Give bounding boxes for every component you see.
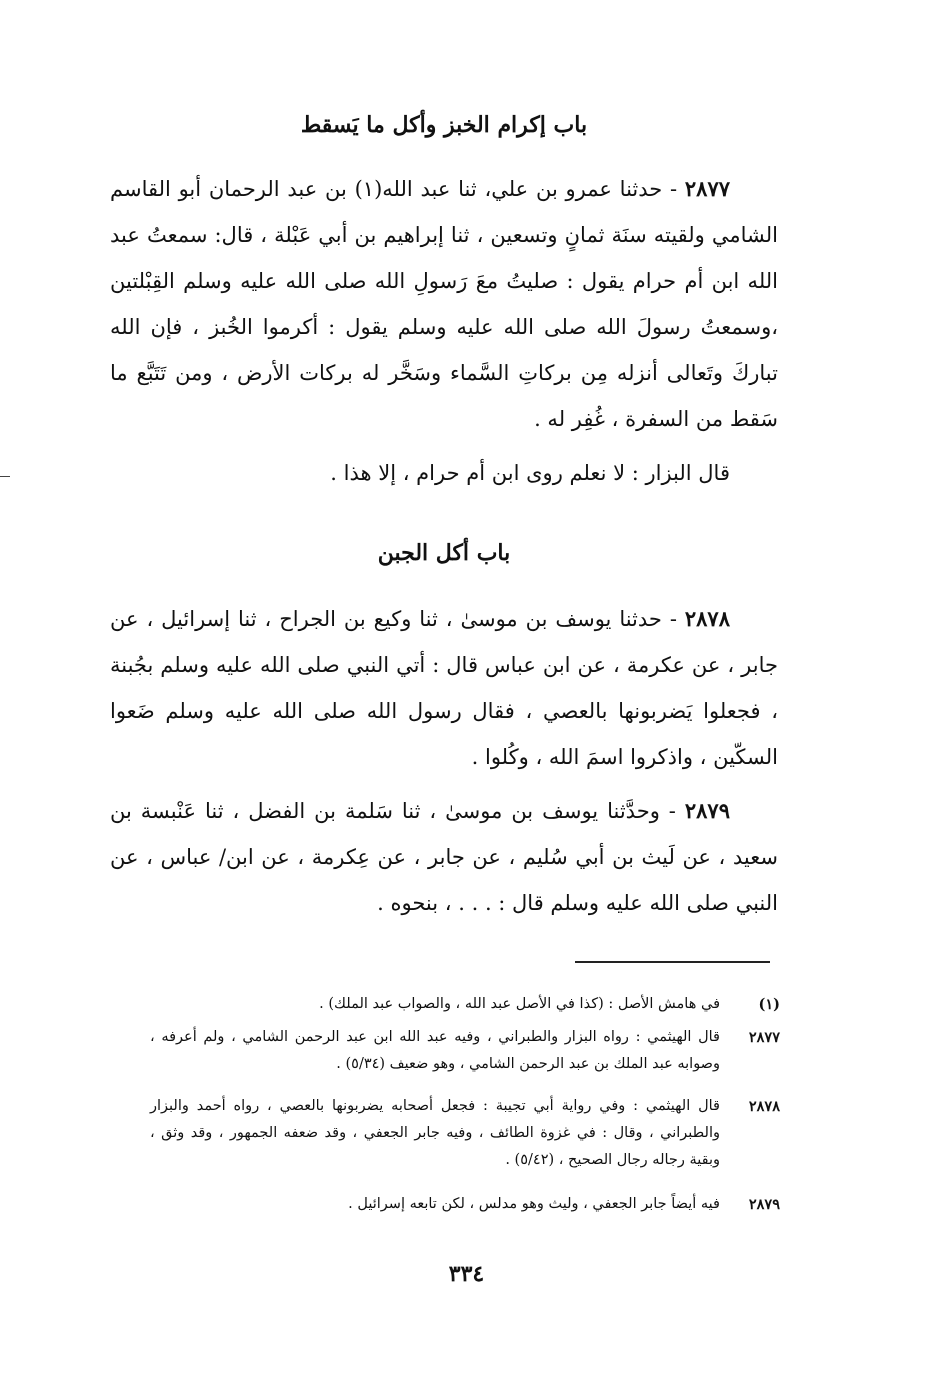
footnote-text: قال الهيثمي : وفي رواية أبي تجيبة : فجعل أصحابه يضربونها بالعصي ، رواه أحمد والبزار والطبراني ، وقال : في غزوة الطائف ، وفيه جابر الجعفي ، وقد ضعفه الجمهور ، وقد وثق ، وبقية رجاله رجال الصحيح ، (٥/٤٢) . (150, 1098, 720, 1168)
footnote-text: قال الهيثمي : رواه البزار والطبراني ، وفيه عبد الله ابن عبد الرحمن الشامي ، ولم أعرفه ، وصوابه عبد الملك بن عبد الرحمن الشامي ، وهو ضعيف (٥/٣٤) . (150, 1029, 720, 1072)
hadith-number: ٢٨٧٧ (684, 176, 731, 201)
page-number: ٣٣٤ (448, 1261, 485, 1287)
hadith-text: - حدثنا يوسف بن موسىٰ ، ثنا وكيع بن الجراح ، ثنا إسرائيل ، عن جابر ، عن عكرمة ، عن ابن عباس قال : أتي النبي صلى الله عليه وسلم بجُبنة ، فجعلوا يَضربونها بالعصي ، فقال رسول الله صلى الله عليه وسلم ضَعوا السكّين ، واذكروا اسمَ الله ، وكُلوا . (110, 607, 778, 769)
hadith-2877 (110, 166, 778, 442)
section-title-bread: باب إكرام الخبز وأكل ما يَسقط (300, 112, 588, 138)
hadith-text: - حدثنا عمرو بن علي، ثنا عبد الله(١) بن عبد الرحمان أبو القاسم الشامي ولقيته سنَة ثمانٍ وتسعين ، ثنا إبراهيم بن أبي عَبْلة ، قال: سمعتُ عبد الله ابن أم حرام يقول : صليتُ معَ رَسولِ الله صلى الله عليه وسلم القِبْلتين ،وسمعتُ رسولَ الله صلى الله عليه وسلم يقول : أكرموا الخُبز ، فإن الله تباركَ وتَعالى أنزله مِن بركاتِ السَّماء وسَخَّر له بركات الأرض ، ومن تَتَبَّع ما سَقط من السفرة ، غُفِر له . (110, 177, 778, 431)
scan-margin-mark (0, 476, 10, 477)
footnote-2879 (150, 1191, 780, 1218)
footnote-label: ٢٨٧٨ (748, 1098, 780, 1115)
footnote-2877 (150, 1024, 780, 1078)
footnote-label: (١) (758, 996, 780, 1013)
hadith-text: - وحدَّثنا يوسف بن موسىٰ ، ثنا سَلمة بن الفضل ، ثنا عَنْبسة بن سعيد ، عن لَيث بن أبي سُليم ، عن جابر ، عن عِكرمة ، عن ابن/ عباس ، عن النبي صلى الله عليه وسلم قال : . . . ، بنحوه . (110, 799, 778, 915)
footnote-label: ٢٨٧٧ (748, 1029, 780, 1046)
footnote-text: في هامش الأصل : (كذا في الأصل عبد الله ، والصواب عبد الملك) . (319, 996, 720, 1012)
footnote-label: ٢٨٧٩ (748, 1196, 780, 1213)
footnote-separator (575, 961, 770, 963)
footnote-1 (150, 991, 780, 1018)
footnote-2878 (150, 1093, 780, 1174)
hadith-number: ٢٨٧٩ (684, 798, 730, 823)
hadith-2878 (110, 596, 778, 780)
section-title-cheese: باب أكل الجبن (377, 540, 511, 566)
hadith-2879 (110, 788, 778, 926)
footnote-text: فيه أيضاً جابر الجعفي ، وليث وهو مدلس ، لكن تابعه إسرائيل . (348, 1196, 720, 1212)
bazzar-note: قال البزار : لا نعلم روى ابن أم حرام ، إلا هذا . (330, 461, 730, 485)
hadith-number: ٢٨٧٨ (684, 606, 730, 631)
